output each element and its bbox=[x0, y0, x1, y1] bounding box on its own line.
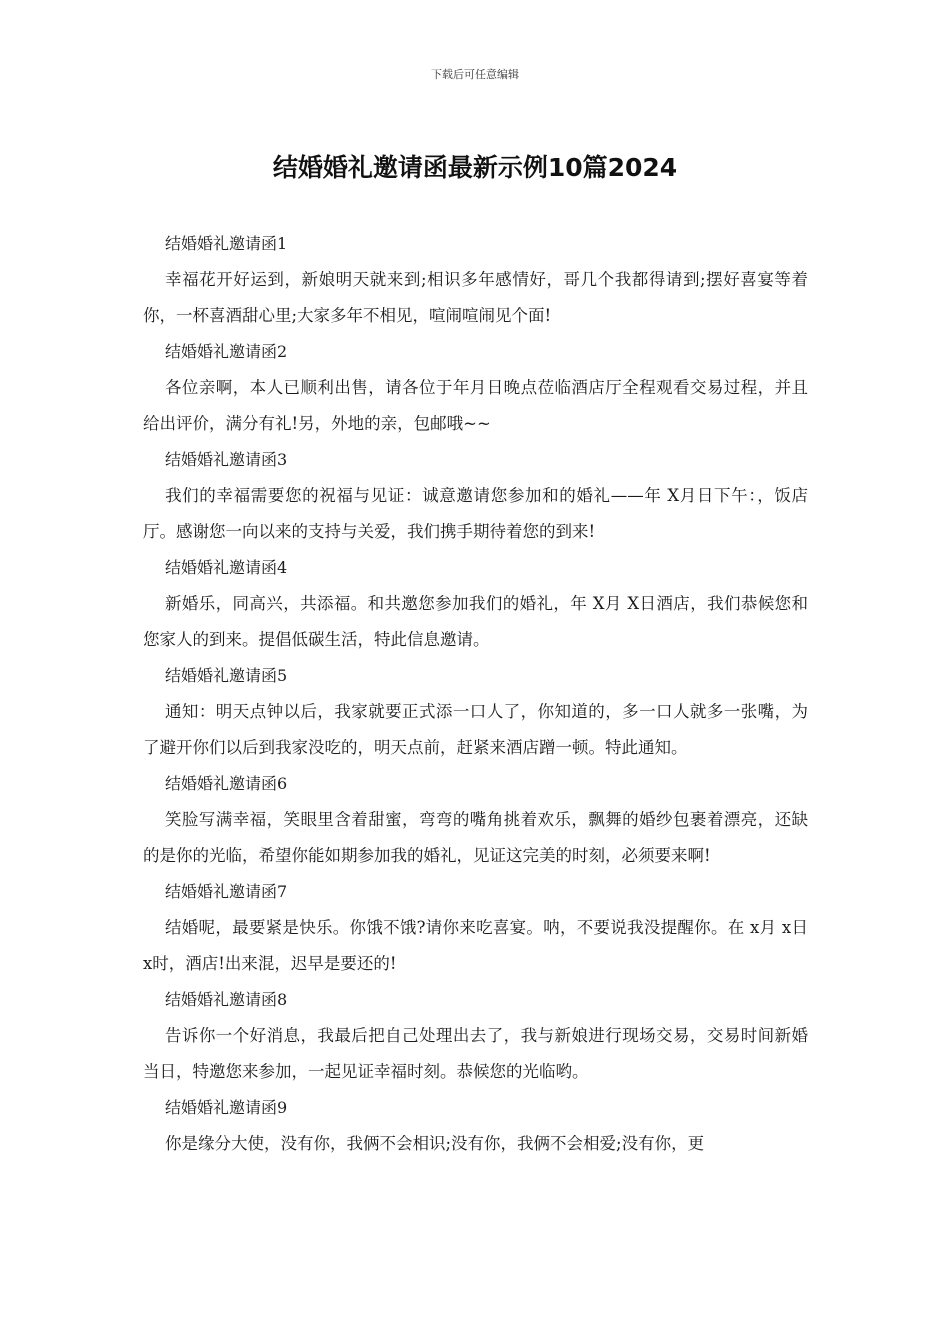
invitation-section bbox=[143, 334, 808, 442]
section-body: 新婚乐，同高兴，共添福。和共邀您参加我们的婚礼，年 X月 X日酒店，我们恭候您和您家人的到来。提倡低碳生活，特此信息邀请。 bbox=[143, 594, 808, 649]
section-heading: 结婚婚礼邀请函1 bbox=[165, 234, 288, 253]
invitation-section bbox=[143, 442, 808, 550]
section-body: 你是缘分大使，没有你，我俩不会相识;没有你，我俩不会相爱;没有你，更 bbox=[165, 1134, 705, 1153]
invitation-section bbox=[143, 658, 808, 766]
section-body: 结婚呢，最要紧是快乐。你饿不饿?请你来吃喜宴。呐，不要说我没提醒你。在 x月 x日 x时，酒店!出来混，迟早是要还的! bbox=[143, 918, 808, 973]
header-note: 下载后可任意编辑 bbox=[431, 68, 519, 81]
section-heading: 结婚婚礼邀请函3 bbox=[165, 450, 288, 469]
document-title: 结婚婚礼邀请函最新示例10篇2024 bbox=[272, 153, 678, 182]
section-body: 通知：明天点钟以后，我家就要正式添一口人了，你知道的，多一口人就多一张嘴，为了避开你们以后到我家没吃的，明天点前，赶紧来酒店蹭一顿。特此通知。 bbox=[143, 702, 808, 757]
section-heading: 结婚婚礼邀请函6 bbox=[165, 774, 288, 793]
document-content bbox=[143, 226, 808, 1162]
section-body: 幸福花开好运到，新娘明天就来到;相识多年感情好，哥几个我都得请到;摆好喜宴等着你，一杯喜酒甜心里;大家多年不相见，喧闹喧闹见个面! bbox=[143, 270, 808, 325]
section-body: 笑脸写满幸福，笑眼里含着甜蜜，弯弯的嘴角挑着欢乐，飘舞的婚纱包裹着漂亮，还缺的是你的光临，希望你能如期参加我的婚礼，见证这完美的时刻，必须要来啊! bbox=[143, 810, 808, 865]
invitation-section bbox=[143, 1090, 808, 1162]
section-body: 告诉你一个好消息，我最后把自己处理出去了，我与新娘进行现场交易，交易时间新婚当日，特邀您来参加，一起见证幸福时刻。恭候您的光临哟。 bbox=[143, 1026, 808, 1081]
invitation-section bbox=[143, 550, 808, 658]
invitation-section bbox=[143, 874, 808, 982]
section-body: 各位亲啊，本人已顺利出售，请各位于年月日晚点莅临酒店厅全程观看交易过程，并且给出评价，满分有礼!另，外地的亲，包邮哦~~ bbox=[143, 378, 808, 433]
section-heading: 结婚婚礼邀请函2 bbox=[165, 342, 288, 361]
invitation-section bbox=[143, 982, 808, 1090]
section-body: 我们的幸福需要您的祝福与见证：诚意邀请您参加和的婚礼——年 X月日下午：，饭店厅。感谢您一向以来的支持与关爱，我们携手期待着您的到来! bbox=[143, 486, 808, 541]
section-heading: 结婚婚礼邀请函8 bbox=[165, 990, 288, 1009]
section-heading: 结婚婚礼邀请函4 bbox=[165, 558, 288, 577]
invitation-section bbox=[143, 226, 808, 334]
section-heading: 结婚婚礼邀请函9 bbox=[165, 1098, 288, 1117]
section-heading: 结婚婚礼邀请函7 bbox=[165, 882, 288, 901]
invitation-section bbox=[143, 766, 808, 874]
section-heading: 结婚婚礼邀请函5 bbox=[165, 666, 288, 685]
